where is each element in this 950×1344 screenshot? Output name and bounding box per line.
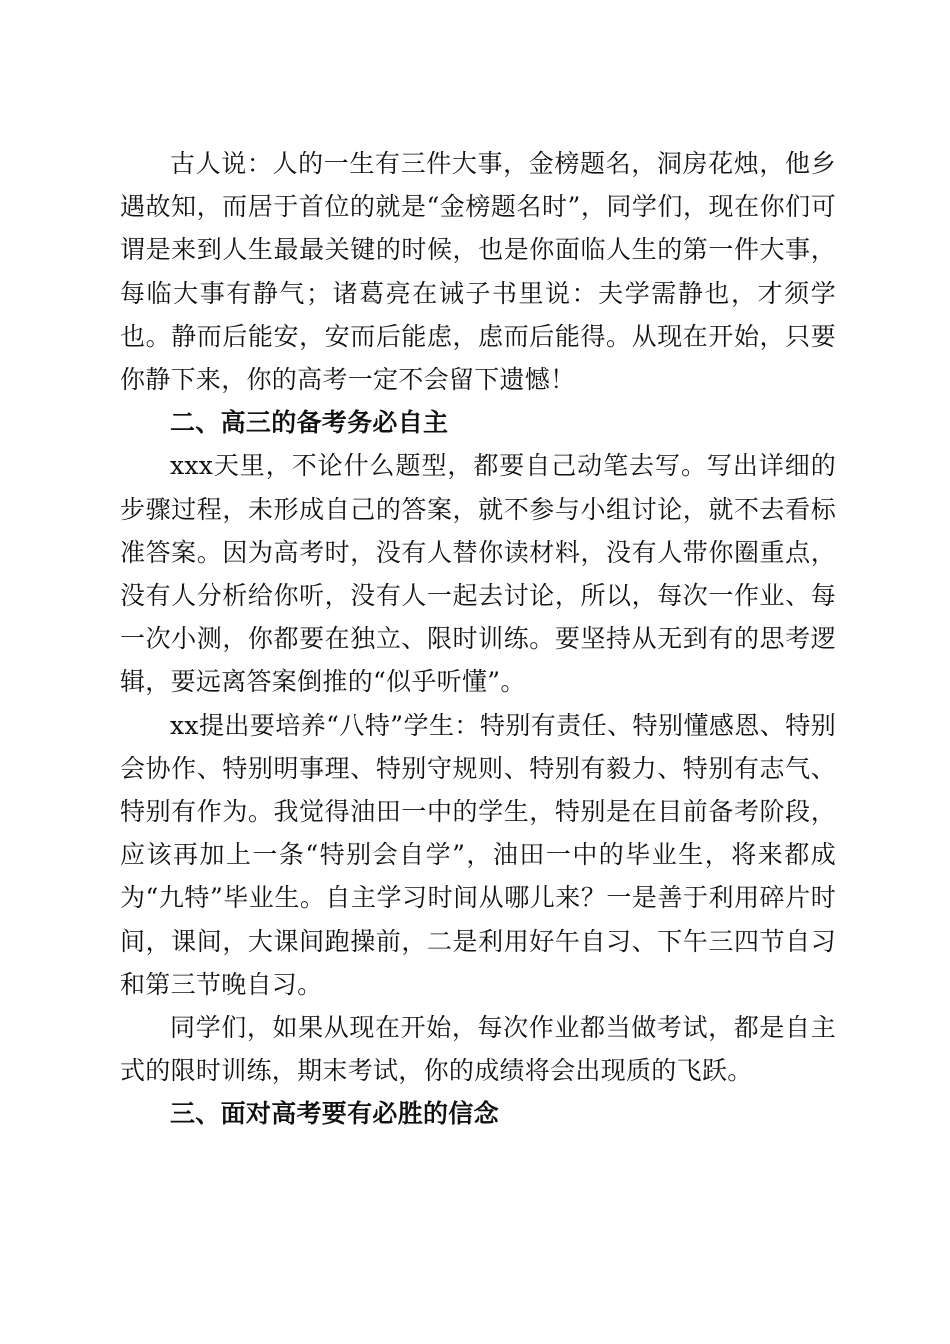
section-heading-2: 二、高三的备考务必自主 bbox=[170, 408, 449, 438]
document-page bbox=[120, 142, 836, 1136]
paragraph-eight-specials: xx提出要培养“八特”学生：特别有责任、特别懂感恩、特别会协作、特别明事理、特别守规则、特别有毅力、特别有志气、特别有作为。我觉得油田一中的学生，特别是在目前备考阶段，应该再加上一条“特别会自学”，油田一中的毕业生，将来都成为“九特”毕业生。自主学习时间从哪儿来？一是善于利用碎片时间，课间，大课间跑操前，二是利用好午自习、下午三四节自习和第三节晚自习。 bbox=[120, 710, 836, 999]
paragraph-self-practice: xxx天里，不论什么题型，都要自己动笔去写。写出详细的步骤过程，未形成自己的答案，就不参与小组讨论，就不去看标准答案。因为高考时，没有人替你读材料，没有人带你圈重点，没有人分析给你听，没有人一起去讨论，所以，每次一作业、每一次小测，你都要在独立、限时训练。要坚持从无到有的思考逻辑，要远离答案倒推的“似乎听懂”。 bbox=[120, 451, 836, 697]
paragraph-ancient-saying: 古人说：人的一生有三件大事，金榜题名，洞房花烛，他乡遇故知，而居于首位的就是“金榜题名时”，同学们，现在你们可谓是来到人生最最关键的时候，也是你面临人生的第一件大事，每临大事有静气；诸葛亮在诫子书里说：夫学需静也，才须学也。静而后能安，安而后能虑，虑而后能得。从现在开始，只要你静下来，你的高考一定不会留下遗憾！ bbox=[120, 149, 836, 395]
section-heading-3: 三、面对高考要有必胜的信念 bbox=[170, 1099, 499, 1129]
paragraph-timed-training: 同学们，如果从现在开始，每次作业都当做考试，都是自主式的限时训练，期末考试，你的成绩将会出现质的飞跃。 bbox=[120, 1013, 836, 1086]
